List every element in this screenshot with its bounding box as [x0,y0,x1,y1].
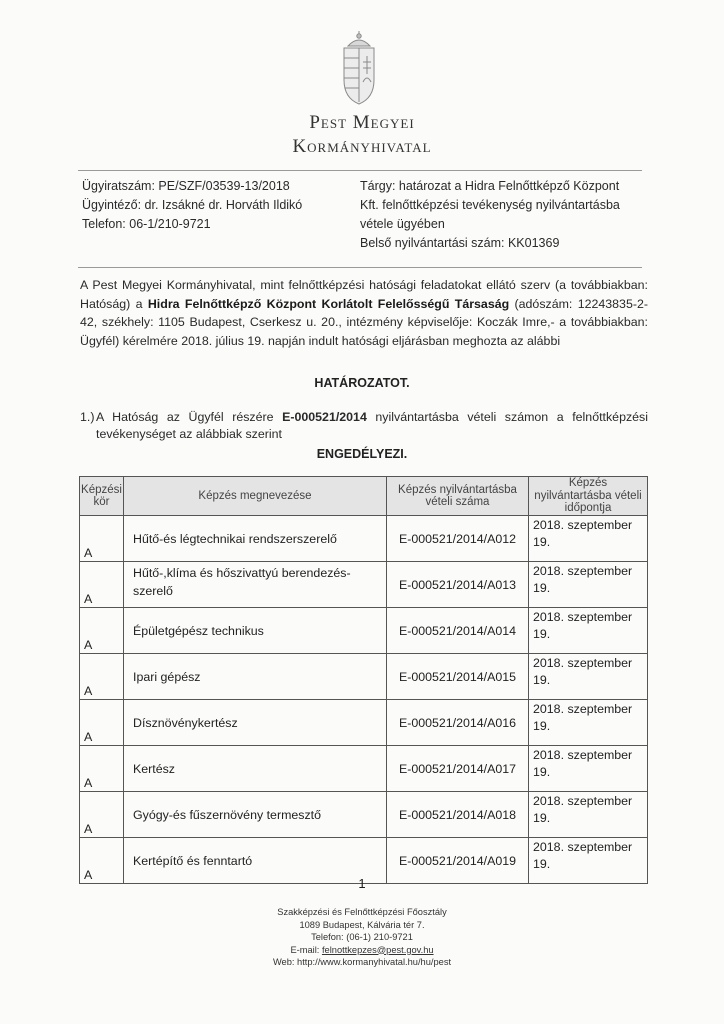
row-name: Hűtő-és légtechnikai rendszerszerelő [133,532,337,546]
header-date: Képzés nyilvántartásba vételi időpontja [529,477,648,516]
table-row [80,608,648,654]
row-number: E-000521/2014/A016 [398,716,517,730]
table-row [80,562,648,608]
subject-line1: Tárgy: határozat a Hidra Felnőttképző Központ [360,179,620,193]
decision-heading: HATÁROZATOT. [314,376,410,390]
row-number: E-000521/2014/A014 [398,624,517,638]
row-date: 2018. szeptember 19. [533,702,633,733]
row-number: E-000521/2014/A018 [398,808,517,822]
row-date: 2018. szeptember 19. [533,518,633,549]
header-name: Képzés megnevezése [124,477,387,516]
row-number: E-000521/2014/A019 [398,854,517,868]
intro-text-2: (adószám: 12243835-2-42, székhely: 1105 Budapest, Cserkesz u. 20., intézmény képviselője: Koczák Imre,- a továbbiakban: Ügyfél) kérelmére 2018. július 19. napján indult hatósági eljárásban meghozta az alábbi [80,296,648,348]
row-name: Épületgépész technikus [133,624,264,638]
row-date: 2018. szeptember 19. [533,610,633,641]
intro-paragraph [80,276,648,350]
internal-number: Belső nyilvántartási szám: KK01369 [360,236,560,250]
row-date: 2018. szeptember 19. [533,794,633,825]
page-number: 1 [358,876,366,891]
intro-text-1: A Pest Megyei Kormányhivatal, mint felnőttképzési hatósági feladatokat ellátó szerv (a továbbiakban: Hatóság) a [80,278,648,311]
row-kor: A [84,684,93,698]
row-kor: A [84,546,93,560]
row-name: Ipari gépész [133,670,201,684]
row-name: Kertépítő és fenntartó [133,854,253,868]
footer-address: 1089 Budapest, Kálvária tér 7. [299,919,425,930]
row-date: 2018. szeptember 19. [533,656,633,687]
footer-dept: Szakképzési és Felnőttképzési Főosztály [277,907,447,917]
org-name-line2: Kormányhivatal [292,136,432,157]
case-officer: Ügyintéző: dr. Izsákné dr. Horváth Ildikó [82,198,303,212]
table-row [80,654,648,700]
case-phone: Telefon: 06-1/210-9721 [82,217,211,231]
header-number: Képzés nyilvántartásba vételi száma [387,477,529,516]
point-1 [80,409,648,443]
approval-heading: ENGEDÉLYEZI. [316,447,408,461]
registration-number: E-000521/2014 [282,410,367,424]
client-name: Hidra Felnőttképző Központ Korlátolt Felelősségű Társaság [147,296,510,311]
row-kor: A [84,868,93,882]
row-number: E-000521/2014/A017 [398,762,517,776]
row-kor: A [84,776,93,790]
row-name: Gyógy-és fűszernövény termesztő [133,808,322,822]
row-name: Dísznövénykertész [133,716,238,730]
row-kor: A [84,638,93,652]
footer-web[interactable]: Web: http://www.kormanyhivatal.hu/hu/pest [272,957,452,967]
training-registry-table [79,476,648,884]
subject-info [360,177,635,253]
row-kor: A [84,822,93,836]
row-date: 2018. szeptember 19. [533,564,633,595]
coat-of-arms-icon [334,30,384,108]
row-number: E-000521/2014/A012 [398,532,517,546]
header-divider [78,170,642,171]
case-number: Ügyiratszám: PE/SZF/03539-13/2018 [82,179,290,193]
table-row [80,516,648,562]
subject-line3: vétele ügyében [360,217,445,231]
row-name: Hűtő-,klíma és hőszivattyú berendezés-szerelő [133,566,351,598]
point-number: 1.) [80,410,95,424]
row-date: 2018. szeptember 19. [533,748,633,779]
row-number: E-000521/2014/A013 [398,578,517,592]
row-name: Kertész [133,762,176,776]
footer-email-label: E-mail: [290,944,322,955]
row-date: 2018. szeptember 19. [533,840,633,871]
footer [0,906,724,969]
meta-divider [78,267,642,268]
point-text-2: nyilvántartásba vételi számon a felnőttképzési tevékenységet az alábbiak szerint [96,410,648,441]
header-kor: Képzési kör [80,477,124,516]
point-text-1: A Hatóság az Ügyfél részére [96,410,283,424]
table-header-row [80,477,648,516]
row-kor: A [84,592,93,606]
row-number: E-000521/2014/A015 [398,670,517,684]
footer-phone: Telefon: (06-1) 210-9721 [311,932,413,942]
table-row [80,700,648,746]
org-name-line1: Pest Megyei [309,112,415,133]
footer-email-link[interactable]: felnottkepzes@pest.gov.hu [321,944,434,955]
subject-line2: Kft. felnőttképzési tevékenység nyilvántartásba [360,198,620,212]
table-row [80,792,648,838]
case-info [82,177,302,234]
table-row [80,746,648,792]
row-kor: A [84,730,93,744]
